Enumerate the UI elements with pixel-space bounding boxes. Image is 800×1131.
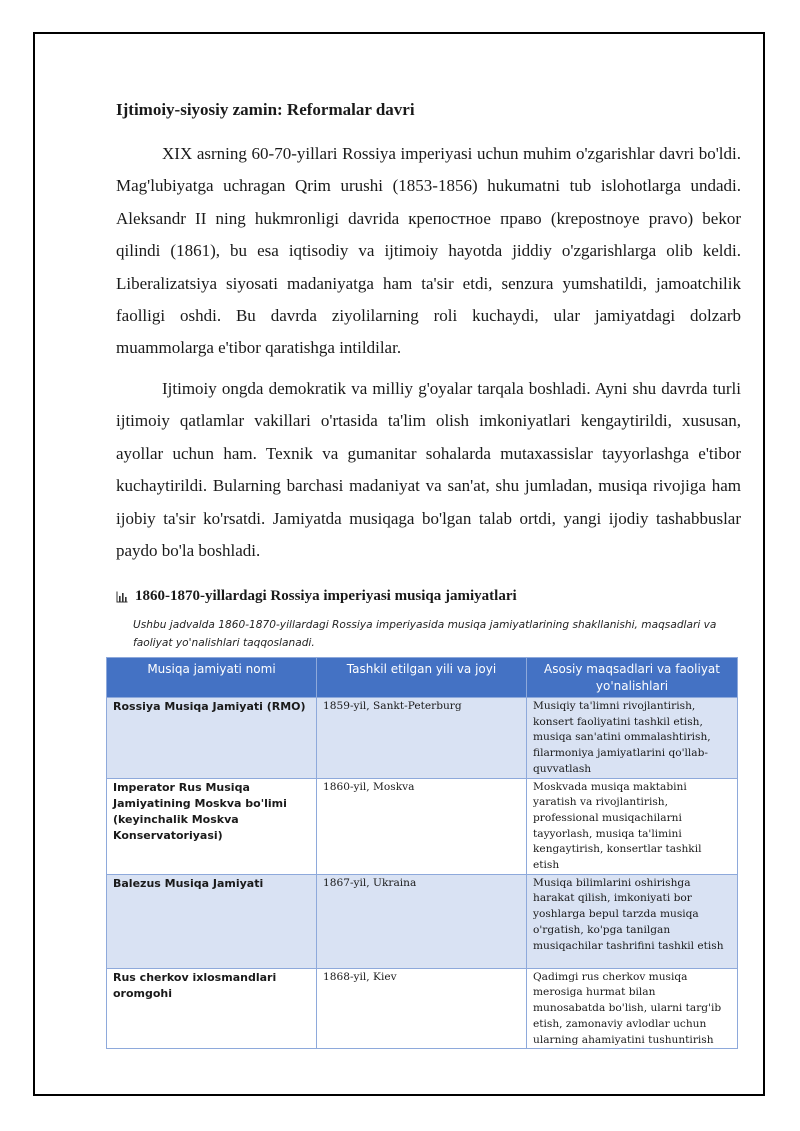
founded-cell: 1860-yil, Moskva [317,778,527,874]
founded-cell: 1867-yil, Ukraina [317,874,527,968]
society-name-cell: Balezus Musiqa Jamiyati [107,874,317,968]
table-row [107,778,738,874]
table-title [116,588,517,605]
goals-cell: Qadimgi rus cherkov musiqa merosiga hurmat bilan munosabatda bo'lish, ularni targ'ib etish, zamonaviy avlodlar uchun ularning ahamiyatini tushuntirish [527,968,738,1049]
music-societies-table [106,657,738,1049]
goals-cell: Musiqa bilimlarini oshirishga harakat qilish, imkoniyati bor yoshlarga bepul tarzda musiqa o'rgatish, ko'pga tanilgan musiqachilar tashrifini tashkil etish [527,874,738,968]
paragraph: XIX asrning 60-70-yillari Rossiya imperiyasi uchun muhim o'zgarishlar davri bo'ldi. Mag'lubiyatga uchragan Qrim urushi (1853-1856) hukumatni tub islohotlarga undadi. Aleksandr II ning hukmronligi davrida крепостное право (krepostnoye pravo) bekor qilindi (1861), bu esa iqtisodiy va ijtimoiy hayotda jiddiy o'zgarishlarga olib keldi. Liberalizatsiya siyosati madaniyatga ham ta'sir etdi, senzura yumshatildi, jamoatchilik faolligi oshdi. Bu davrda ziyolilarning roli kuchaydi, ular jamiyatdagi dolzarb muammolarga e'tibor qaratishga intildilar. [116,144,741,358]
table-caption: Ushbu jadvalda 1860-1870-yillardagi Rossiya imperiyasida musiqa jamiyatlarining shakllanishi, maqsadlari va faoliyat yo'nalishlari taqqoslanadi. [133,619,717,649]
table-row [107,968,738,1049]
goals-cell: Musiqiy ta'limni rivojlantirish, konsert faoliyatini tashkil etish, musiqa san'atini ommalashtirish, filarmoniya jamiyatlarini qo'llab-quvvatlash [527,698,738,779]
column-header: Asosiy maqsadlari va faoliyat yo'nalishlari [527,658,738,698]
column-header: Tashkil etilgan yili va joyi [317,658,527,698]
paragraph: Ijtimoiy ongda demokratik va milliy g'oyalar tarqala boshladi. Ayni shu davrda turli ijtimoiy qatlamlar vakillari o'rtasida ta'lim olish imkoniyatlari kengaytirildi, xususan, ayollar uchun ham. Texnik va gumanitar sohalarda mutaxassislar tayyorlashga e'tibor kuchaytirildi. Bularning barchasi madaniyat va san'at, shu jumladan, musiqa rivojiga ham ijobiy ta'sir ko'rsatdi. Jamiyatda musiqaga bo'lgan talab ortdi, yangi ijodiy tashabbuslar paydo bo'la boshladi. [116,379,741,561]
table-title-text: 1860-1870-yillardagi Rossiya imperiyasi musiqa jamiyatlari [135,588,517,604]
founded-cell: 1859-yil, Sankt-Peterburg [317,698,527,779]
society-name-cell: Rossiya Musiqa Jamiyati (RMO) [107,698,317,779]
society-name-cell: Rus cherkov ixlosmandlari oromgohi [107,968,317,1049]
table-header-row [107,658,738,698]
table-row [107,874,738,968]
column-header: Musiqa jamiyati nomi [107,658,317,698]
table-row [107,698,738,779]
bar-chart-icon [116,591,128,603]
founded-cell: 1868-yil, Kiev [317,968,527,1049]
section-heading: Ijtimoiy-siyosiy zamin: Reformalar davri [116,100,415,119]
goals-cell: Moskvada musiqa maktabini yaratish va rivojlantirish, professional musiqachilarni tayyorlash, musiqa ta'limini kengaytirish, konsertlar tashkil etish [527,778,738,874]
society-name-cell: Imperator Rus Musiqa Jamiyatining Moskva bo'limi (keyinchalik Moskva Konservatoriyasi) [107,778,317,874]
